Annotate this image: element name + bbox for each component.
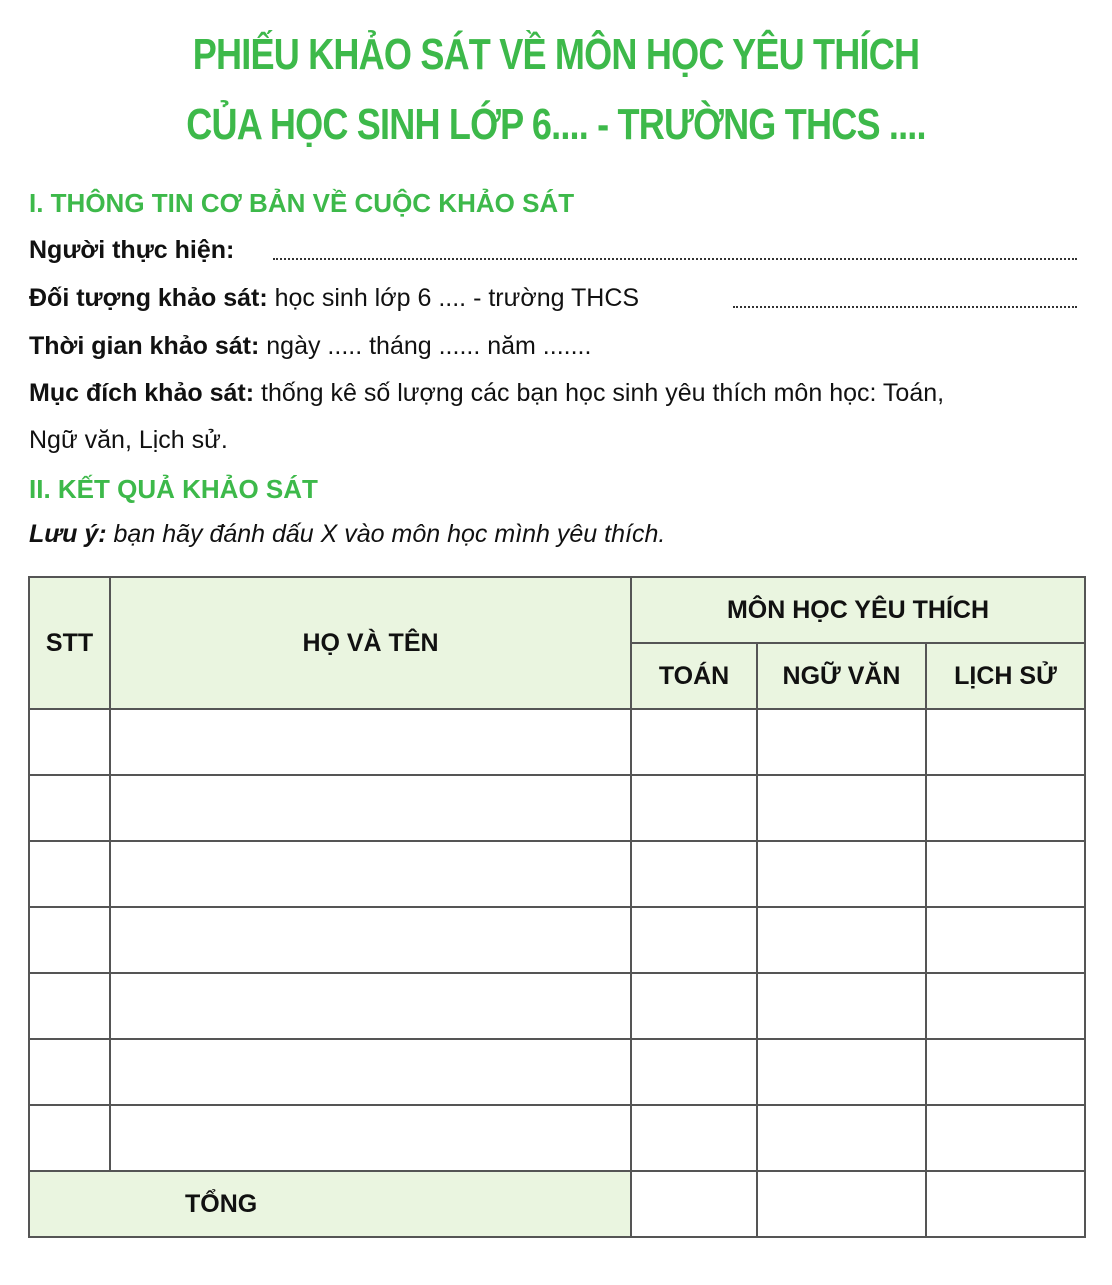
header-history: LỊCH SỬ <box>926 643 1085 709</box>
cell-name[interactable] <box>110 907 631 973</box>
total-history[interactable] <box>926 1171 1085 1237</box>
performer-label: Người thực hiện: <box>29 236 235 264</box>
page-title-line-1: PHIẾU KHẢO SÁT VỀ MÔN HỌC YÊU THÍCH <box>192 30 920 79</box>
cell-literature[interactable] <box>757 907 926 973</box>
note-value: bạn hãy đánh dấu X vào môn học mình yêu thích. <box>113 520 666 548</box>
cell-math[interactable] <box>631 841 757 907</box>
cell-stt[interactable] <box>29 775 110 841</box>
subject-value: học sinh lớp 6 .... - trường THCS <box>274 284 640 312</box>
cell-literature[interactable] <box>757 709 926 775</box>
section-1-heading: I. THÔNG TIN CƠ BẢN VỀ CUỘC KHẢO SÁT <box>29 188 575 218</box>
total-label: TỔNG <box>29 1171 631 1237</box>
cell-name[interactable] <box>110 1105 631 1171</box>
subject-fill-line[interactable] <box>733 306 1077 308</box>
cell-literature[interactable] <box>757 1105 926 1171</box>
header-stt: STT <box>29 577 110 709</box>
survey-table <box>28 576 1086 1238</box>
cell-literature[interactable] <box>757 841 926 907</box>
cell-history[interactable] <box>926 841 1085 907</box>
time-value: ngày ..... tháng ...... năm ....... <box>266 332 592 360</box>
subject-line <box>29 286 639 311</box>
header-literature: NGỮ VĂN <box>757 643 926 709</box>
total-math[interactable] <box>631 1171 757 1237</box>
purpose-value: thống kê số lượng các bạn học sinh yêu thích môn học: Toán, <box>261 379 945 407</box>
purpose-line <box>29 381 944 406</box>
header-math: TOÁN <box>631 643 757 709</box>
cell-math[interactable] <box>631 709 757 775</box>
table-row <box>29 1039 1085 1105</box>
cell-history[interactable] <box>926 1105 1085 1171</box>
cell-history[interactable] <box>926 973 1085 1039</box>
section-2-heading: II. KẾT QUẢ KHẢO SÁT <box>29 474 318 504</box>
cell-math[interactable] <box>631 973 757 1039</box>
subject-label: Đối tượng khảo sát: <box>29 284 268 312</box>
page-title-line-2: CỦA HỌC SINH LỚP 6.... - TRƯỜNG THCS .... <box>186 100 926 149</box>
cell-stt[interactable] <box>29 973 110 1039</box>
performer-fill-line[interactable] <box>273 258 1077 260</box>
cell-stt[interactable] <box>29 1039 110 1105</box>
cell-history[interactable] <box>926 709 1085 775</box>
header-name: HỌ VÀ TÊN <box>110 577 631 709</box>
cell-history[interactable] <box>926 1039 1085 1105</box>
total-row <box>29 1171 1085 1237</box>
cell-math[interactable] <box>631 907 757 973</box>
time-line <box>29 334 591 359</box>
total-literature[interactable] <box>757 1171 926 1237</box>
cell-name[interactable] <box>110 841 631 907</box>
cell-stt[interactable] <box>29 709 110 775</box>
cell-history[interactable] <box>926 907 1085 973</box>
table-row <box>29 1105 1085 1171</box>
cell-literature[interactable] <box>757 775 926 841</box>
table-row <box>29 841 1085 907</box>
note-line <box>29 522 665 547</box>
cell-stt[interactable] <box>29 907 110 973</box>
cell-name[interactable] <box>110 775 631 841</box>
cell-literature[interactable] <box>757 1039 926 1105</box>
cell-history[interactable] <box>926 775 1085 841</box>
performer-line <box>29 238 234 263</box>
table-row <box>29 907 1085 973</box>
header-favorite-subject: MÔN HỌC YÊU THÍCH <box>631 577 1085 643</box>
purpose-label: Mục đích khảo sát: <box>29 379 255 407</box>
table-row <box>29 775 1085 841</box>
table-row <box>29 709 1085 775</box>
cell-math[interactable] <box>631 1105 757 1171</box>
time-label: Thời gian khảo sát: <box>29 332 260 360</box>
cell-stt[interactable] <box>29 1105 110 1171</box>
purpose-line-2: Ngữ văn, Lịch sử. <box>29 426 228 454</box>
note-label: Lưu ý: <box>29 520 107 548</box>
cell-math[interactable] <box>631 1039 757 1105</box>
cell-math[interactable] <box>631 775 757 841</box>
cell-name[interactable] <box>110 709 631 775</box>
cell-stt[interactable] <box>29 841 110 907</box>
cell-name[interactable] <box>110 1039 631 1105</box>
cell-name[interactable] <box>110 973 631 1039</box>
table-row <box>29 973 1085 1039</box>
cell-literature[interactable] <box>757 973 926 1039</box>
